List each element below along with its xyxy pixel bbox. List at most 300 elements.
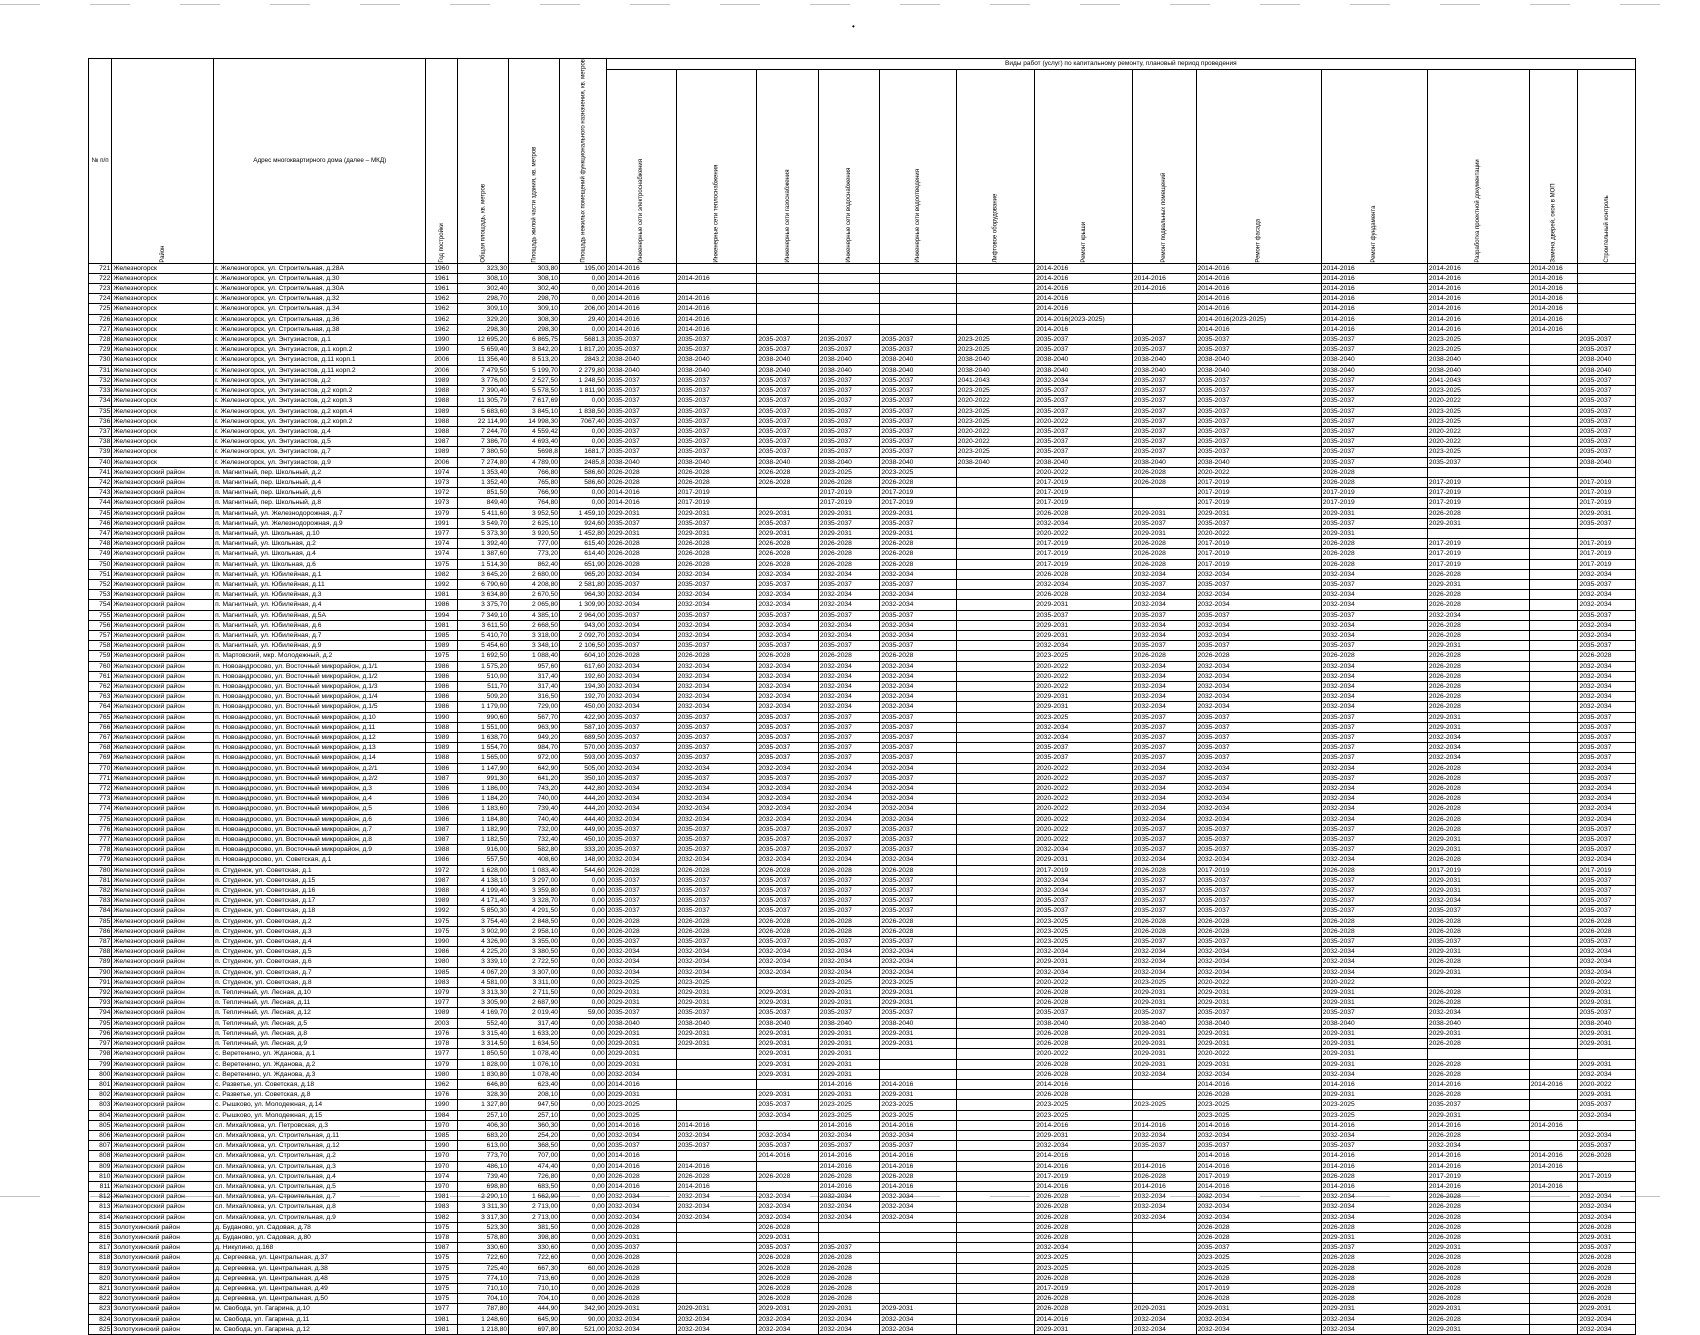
table-cell: п. Студенок, ул. Советская, д.15 xyxy=(214,875,426,885)
table-cell: 2014-2016 xyxy=(1427,1120,1529,1130)
table-cell: 754 xyxy=(89,600,112,610)
table-cell: г. Железногорск, ул. Строительная, д.32 xyxy=(214,294,426,304)
table-cell: 2032-2034 xyxy=(818,569,880,579)
table-cell: 1 182,50 xyxy=(458,835,509,845)
table-cell: 2032-2034 xyxy=(1578,681,1636,691)
table-cell: 2020-2022 xyxy=(956,426,1035,436)
table-cell: 1 182,90 xyxy=(458,824,509,834)
table-cell xyxy=(1529,508,1578,518)
table-cell: 2035-2037 xyxy=(1578,875,1636,885)
table-cell: 2026-2028 xyxy=(1321,1253,1427,1263)
table-cell xyxy=(1427,1049,1529,1059)
table-cell: 2029-2031 xyxy=(1427,722,1529,732)
table-cell xyxy=(757,273,819,283)
table-cell: 2032-2034 xyxy=(606,763,676,773)
table-cell xyxy=(1529,733,1578,743)
table-cell: 2026-2028 xyxy=(1035,590,1133,600)
table-cell: 2035-2037 xyxy=(757,824,819,834)
table-row xyxy=(89,926,1636,936)
table-cell: 2038-2040 xyxy=(757,365,819,375)
table-cell xyxy=(1578,284,1636,294)
table-cell: 2032-2034 xyxy=(757,763,819,773)
table-cell: 789 xyxy=(89,957,112,967)
table-cell: 2014-2016 xyxy=(1035,1161,1133,1171)
table-cell: 2026-2028 xyxy=(757,1253,819,1263)
table-cell: 2014-2016 xyxy=(1035,273,1133,283)
table-cell: 2026-2028 xyxy=(1196,1232,1321,1242)
table-cell: 2014-2016 xyxy=(1427,314,1529,324)
table-cell: Железногорский район xyxy=(112,1202,214,1212)
table-cell: Железногорский район xyxy=(112,528,214,538)
table-cell: 2023-2025 xyxy=(880,1110,956,1120)
table-cell: 771 xyxy=(89,773,112,783)
table-cell: 2026-2028 xyxy=(818,1273,880,1283)
table-cell: 2035-2037 xyxy=(1035,386,1133,396)
table-cell: 2035-2037 xyxy=(757,937,819,947)
table-cell xyxy=(1132,1243,1196,1253)
table-cell: 725,40 xyxy=(458,1263,509,1273)
table-cell: 0,00 xyxy=(560,488,607,498)
table-cell: 2035-2037 xyxy=(757,1141,819,1151)
table-cell: Железногорский район xyxy=(112,1059,214,1069)
header-work-type: Инженерные сети теплоснабжения xyxy=(676,70,757,264)
table-cell: 2035-2037 xyxy=(676,610,757,620)
table-cell: 2032-2034 xyxy=(1578,1324,1636,1334)
table-cell: 195,00 xyxy=(560,263,607,273)
table-row xyxy=(89,273,1636,283)
table-row xyxy=(89,1222,1636,1232)
table-cell: 2035-2037 xyxy=(818,386,880,396)
table-cell: 2035-2037 xyxy=(1035,1008,1133,1018)
table-cell: 770 xyxy=(89,763,112,773)
table-cell: Железногорский район xyxy=(112,896,214,906)
table-cell: 1985 xyxy=(426,630,458,640)
table-cell: 2014-2016 xyxy=(606,1161,676,1171)
table-cell: 2035-2037 xyxy=(880,518,956,528)
table-cell xyxy=(1529,1222,1578,1232)
table-cell: 2029-2031 xyxy=(1578,1028,1636,1038)
table-cell: 298,70 xyxy=(509,294,560,304)
table-cell: 2032-2034 xyxy=(1427,896,1529,906)
table-cell: 2029-2031 xyxy=(1427,967,1529,977)
table-cell: 3 920,50 xyxy=(509,528,560,538)
table-cell: 1986 xyxy=(426,661,458,671)
table-cell: 2014-2016 xyxy=(1427,263,1529,273)
table-cell xyxy=(956,835,1035,845)
table-cell: 2026-2028 xyxy=(1321,1294,1427,1304)
table-cell: 2023-2025 xyxy=(880,1100,956,1110)
table-cell: 2032-2034 xyxy=(1578,855,1636,865)
table-cell: 0,00 xyxy=(560,1059,607,1069)
table-row xyxy=(89,1039,1636,1049)
table-row xyxy=(89,886,1636,896)
table-cell: 2035-2037 xyxy=(606,753,676,763)
table-cell: Железногорский район xyxy=(112,539,214,549)
table-cell: 444,20 xyxy=(560,804,607,814)
table-cell: 2029-2031 xyxy=(606,1059,676,1069)
table-cell xyxy=(1529,365,1578,375)
table-cell xyxy=(1529,1304,1578,1314)
table-cell: 721 xyxy=(89,263,112,273)
table-cell: 2038-2040 xyxy=(1196,365,1321,375)
table-cell: 2038-2040 xyxy=(880,457,956,467)
table-cell: 2014-2016 xyxy=(1529,284,1578,294)
table-row xyxy=(89,1212,1636,1222)
table-cell xyxy=(956,1294,1035,1304)
table-cell: Железногорский район xyxy=(112,1212,214,1222)
table-cell: п. Магнитный, ул. Юбилейная, д.5А xyxy=(214,610,426,620)
table-cell: 2014-2016 xyxy=(1035,1181,1133,1191)
table-cell: 2023-2025 xyxy=(606,1100,676,1110)
table-cell: Железногорский район xyxy=(112,569,214,579)
table-cell: 2017-2019 xyxy=(1578,549,1636,559)
table-cell: 2 680,00 xyxy=(509,569,560,579)
table-cell: 2035-2037 xyxy=(1132,641,1196,651)
table-row xyxy=(89,1263,1636,1273)
table-cell: 817 xyxy=(89,1243,112,1253)
table-cell: 2035-2037 xyxy=(880,845,956,855)
table-cell: 725 xyxy=(89,304,112,314)
table-cell: 2035-2037 xyxy=(1196,722,1321,732)
table-cell: 2014-2016 xyxy=(1035,1079,1133,1089)
table-cell xyxy=(1427,977,1529,987)
table-cell: 6 865,75 xyxy=(509,335,560,345)
table-cell: 2026-2028 xyxy=(1427,926,1529,936)
table-cell: Золотухинский район xyxy=(112,1263,214,1273)
table-cell: 2029-2031 xyxy=(1578,1039,1636,1049)
table-cell: 2029-2031 xyxy=(1035,957,1133,967)
table-cell: 2035-2037 xyxy=(1035,447,1133,457)
table-cell: 2029-2031 xyxy=(757,1232,819,1242)
table-cell: Железногорский район xyxy=(112,620,214,630)
table-cell xyxy=(956,1018,1035,1028)
table-cell: 1988 xyxy=(426,845,458,855)
table-cell: 2035-2037 xyxy=(818,447,880,457)
table-cell: 0,00 xyxy=(560,1018,607,1028)
table-cell xyxy=(956,1049,1035,1059)
table-cell: 2026-2028 xyxy=(1321,539,1427,549)
table-cell: 2029-2031 xyxy=(818,998,880,1008)
table-cell: 740,00 xyxy=(509,794,560,804)
table-cell: Железногорский район xyxy=(112,467,214,477)
table-cell: 2035-2037 xyxy=(1321,875,1427,885)
table-cell: 775 xyxy=(89,814,112,824)
table-cell: 2035-2037 xyxy=(880,773,956,783)
table-cell: 2029-2031 xyxy=(1196,508,1321,518)
table-cell: 5 373,30 xyxy=(458,528,509,538)
table-cell: 2014-2016 xyxy=(1321,1181,1427,1191)
table-cell: 800 xyxy=(89,1069,112,1079)
table-row xyxy=(89,284,1636,294)
table-cell: 2029-2031 xyxy=(1196,1059,1321,1069)
table-cell xyxy=(880,1263,956,1273)
table-cell: 449,90 xyxy=(560,824,607,834)
table-cell: 745 xyxy=(89,508,112,518)
table-cell: 2014-2016 xyxy=(1529,1161,1578,1171)
table-cell: 2032-2034 xyxy=(818,671,880,681)
table-cell: Железногорский район xyxy=(112,722,214,732)
table-cell: 2035-2037 xyxy=(818,579,880,589)
table-cell xyxy=(1529,671,1578,681)
table-cell: 2026-2028 xyxy=(880,651,956,661)
table-cell: 2026-2028 xyxy=(1427,957,1529,967)
table-cell: 1989 xyxy=(426,375,458,385)
table-cell: 22 114,90 xyxy=(458,416,509,426)
table-cell: 2014-2016(2023-2025) xyxy=(1035,314,1133,324)
table-cell xyxy=(818,273,880,283)
table-cell: 2029-2031 xyxy=(880,998,956,1008)
table-cell: 2029-2031 xyxy=(1196,988,1321,998)
table-cell: 0,00 xyxy=(560,1273,607,1283)
table-cell: 2026-2028 xyxy=(1427,804,1529,814)
table-cell: Железногорск xyxy=(112,375,214,385)
table-cell: 2035-2037 xyxy=(818,375,880,385)
table-cell: 0,00 xyxy=(560,1212,607,1222)
table-cell: 2035-2037 xyxy=(606,937,676,947)
table-cell: 2035-2037 xyxy=(1321,641,1427,651)
table-cell: 2026-2028 xyxy=(818,539,880,549)
table-cell: 801 xyxy=(89,1079,112,1089)
table-cell xyxy=(1529,569,1578,579)
table-cell xyxy=(956,681,1035,691)
table-cell: 2035-2037 xyxy=(606,1243,676,1253)
table-cell: 2029-2031 xyxy=(1321,1039,1427,1049)
table-row xyxy=(89,579,1636,589)
table-cell: 2029-2031 xyxy=(676,528,757,538)
table-cell: 2035-2037 xyxy=(757,835,819,845)
table-cell: 2014-2016 xyxy=(1427,294,1529,304)
table-cell: 2035-2037 xyxy=(606,906,676,916)
table-cell: 2029-2031 xyxy=(757,1039,819,1049)
table-cell xyxy=(956,263,1035,273)
table-cell xyxy=(956,273,1035,283)
table-cell: 730 xyxy=(89,355,112,365)
table-cell: п. Новоандросово, ул. Восточный микрорайон, д.1/5 xyxy=(214,702,426,712)
table-cell: 2026-2028 xyxy=(676,467,757,477)
table-cell: 2026-2028 xyxy=(1035,1039,1133,1049)
table-cell: 2017-2019 xyxy=(1035,1171,1133,1181)
table-cell: 2032-2034 xyxy=(1196,600,1321,610)
table-cell: 777 xyxy=(89,835,112,845)
table-cell: 2020-2022 xyxy=(1035,416,1133,426)
table-cell: 5 411,60 xyxy=(458,508,509,518)
table-cell: 2014-2016 xyxy=(1427,273,1529,283)
table-cell: 2035-2037 xyxy=(1196,375,1321,385)
table-row xyxy=(89,1243,1636,1253)
table-cell: 2017-2019 xyxy=(1578,477,1636,487)
table-cell xyxy=(1529,722,1578,732)
table-row xyxy=(89,263,1636,273)
table-cell: 2026-2028 xyxy=(676,651,757,661)
table-cell: с. Разветье, ул. Советская, д.18 xyxy=(214,1079,426,1089)
table-cell: 2029-2031 xyxy=(818,1039,880,1049)
table-cell: 2029-2031 xyxy=(1321,1232,1427,1242)
table-cell: 2038-2040 xyxy=(818,1018,880,1028)
table-cell: 2035-2037 xyxy=(1132,518,1196,528)
table-cell: 1 811,90 xyxy=(560,386,607,396)
header-work-type: Ремонт фундамента xyxy=(1321,70,1427,264)
table-cell: 788 xyxy=(89,947,112,957)
table-row xyxy=(89,335,1636,345)
table-cell: 2035-2037 xyxy=(818,824,880,834)
table-cell: 2026-2028 xyxy=(1035,1192,1133,1202)
table-cell: 422,90 xyxy=(560,712,607,722)
table-cell: 3 339,10 xyxy=(458,957,509,967)
table-cell: 2 711,50 xyxy=(509,988,560,998)
table-cell xyxy=(1529,1314,1578,1324)
table-cell: Железногорск xyxy=(112,355,214,365)
table-cell: г. Железногорск, ул. Энтузиастов, д.2 корп.3 xyxy=(214,396,426,406)
table-cell: 0,00 xyxy=(560,906,607,916)
table-cell: 2014-2016 xyxy=(818,1151,880,1161)
table-cell: 2035-2037 xyxy=(1196,712,1321,722)
table-cell: 825 xyxy=(89,1324,112,1334)
table-cell: 2014-2016 xyxy=(676,294,757,304)
table-cell: 2032-2034 xyxy=(818,630,880,640)
table-cell: 2032-2034 xyxy=(1196,661,1321,671)
table-cell xyxy=(956,794,1035,804)
table-cell: 2032-2034 xyxy=(880,784,956,794)
table-cell: 309,10 xyxy=(458,304,509,314)
table-cell xyxy=(956,1324,1035,1334)
table-cell: 333,20 xyxy=(560,845,607,855)
table-cell: 2035-2037 xyxy=(1321,1008,1427,1018)
table-cell: 1986 xyxy=(426,671,458,681)
table-cell: 2020-2022 xyxy=(1578,977,1636,987)
table-cell: 2032-2034 xyxy=(757,1130,819,1140)
table-cell: 2032-2034 xyxy=(1196,1130,1321,1140)
table-cell: 2026-2028 xyxy=(818,926,880,936)
header-area-total: Общая площадь, кв. метров xyxy=(458,59,509,264)
table-cell: 2035-2037 xyxy=(880,937,956,947)
table-cell: 2032-2034 xyxy=(1578,702,1636,712)
table-cell: 2032-2034 xyxy=(1035,947,1133,957)
table-cell xyxy=(956,1090,1035,1100)
table-cell: 360,30 xyxy=(509,1120,560,1130)
table-cell: 2035-2037 xyxy=(1578,937,1636,947)
table-cell: 2026-2028 xyxy=(1427,1069,1529,1079)
table-cell: 2035-2037 xyxy=(1321,886,1427,896)
table-cell: 2035-2037 xyxy=(676,406,757,416)
table-cell: 2035-2037 xyxy=(1321,743,1427,753)
header-area-nonres: Площадь нежилых помещений функционального назначения, кв. метров xyxy=(560,59,607,264)
table-cell: 2035-2037 xyxy=(1578,396,1636,406)
table-cell: 2032-2034 xyxy=(1321,600,1427,610)
table-cell: 2014-2016 xyxy=(676,314,757,324)
table-cell: 2029-2031 xyxy=(757,988,819,998)
table-cell: 2038-2040 xyxy=(1427,355,1529,365)
table-cell xyxy=(757,1079,819,1089)
table-cell: 683,20 xyxy=(458,1130,509,1140)
table-cell: м. Свобода, ул. Гагарина, д.10 xyxy=(214,1304,426,1314)
table-cell: 2035-2037 xyxy=(1196,437,1321,447)
table-cell: 2035-2037 xyxy=(757,896,819,906)
table-cell: 2038-2040 xyxy=(818,365,880,375)
table-cell xyxy=(1529,753,1578,763)
table-cell: 741 xyxy=(89,467,112,477)
table-cell: 2038-2040 xyxy=(880,1018,956,1028)
table-cell: 316,50 xyxy=(509,692,560,702)
table-cell: 2032-2034 xyxy=(1578,763,1636,773)
table-cell: 2026-2028 xyxy=(1427,916,1529,926)
table-cell: 2029-2031 xyxy=(1578,1304,1636,1314)
table-cell: 2035-2037 xyxy=(818,875,880,885)
table-row xyxy=(89,1069,1636,1079)
table-cell: 783 xyxy=(89,896,112,906)
table-cell: 2038-2040 xyxy=(606,355,676,365)
header-work-type: Лифтовое оборудование xyxy=(956,70,1035,264)
table-cell: 2026-2028 xyxy=(1578,1151,1636,1161)
table-cell: 0,00 xyxy=(560,1079,607,1089)
table-cell: 2014-2016 xyxy=(1132,284,1196,294)
table-cell: 2032-2034 xyxy=(1321,630,1427,640)
table-cell xyxy=(1529,539,1578,549)
table-cell: 2035-2037 xyxy=(1132,886,1196,896)
table-cell: г. Железногорск, ул. Энтузиастов, д.2 корп.2 xyxy=(214,386,426,396)
table-cell: 2032-2034 xyxy=(1035,886,1133,896)
table-cell: г. Железногорск, ул. Энтузиастов, д.2 xyxy=(214,375,426,385)
table-cell: 2035-2037 xyxy=(1578,722,1636,732)
table-cell: 2014-2016 xyxy=(676,1181,757,1191)
table-cell: 2026-2028 xyxy=(757,1283,819,1293)
table-cell: 2 527,50 xyxy=(509,375,560,385)
table-cell: п. Студенок, ул. Советская, д.7 xyxy=(214,967,426,977)
table-cell: 2029-2031 xyxy=(1132,1059,1196,1069)
table-cell: 2038-2040 xyxy=(606,1018,676,1028)
table-cell: 7 386,70 xyxy=(458,437,509,447)
table-cell: 2026-2028 xyxy=(1427,620,1529,630)
table-cell: 2035-2037 xyxy=(1035,610,1133,620)
table-row xyxy=(89,824,1636,834)
table-cell: 1970 xyxy=(426,1161,458,1171)
table-cell: 2032-2034 xyxy=(1196,1314,1321,1324)
table-cell: 2035-2037 xyxy=(1321,733,1427,743)
table-cell: п. Магнитный, ул. Железнодорожная, д.9 xyxy=(214,518,426,528)
table-row xyxy=(89,835,1636,845)
table-cell: 2032-2034 xyxy=(1132,569,1196,579)
table-cell: 2029-2031 xyxy=(1427,1028,1529,1038)
table-cell: 2014-2016 xyxy=(1427,1151,1529,1161)
table-cell: 2014-2016 xyxy=(676,1120,757,1130)
table-cell: 2026-2028 xyxy=(1427,1294,1529,1304)
table-cell: 2026-2028 xyxy=(1427,1192,1529,1202)
table-cell: 2014-2016 xyxy=(1132,1161,1196,1171)
table-cell: 2035-2037 xyxy=(818,937,880,947)
table-cell: 1989 xyxy=(426,641,458,651)
table-cell: 773,20 xyxy=(509,549,560,559)
table-cell: 2029-2031 xyxy=(1578,508,1636,518)
table-cell: 2020-2022 xyxy=(1035,763,1133,773)
table-cell: 2026-2028 xyxy=(1321,865,1427,875)
table-cell: 2035-2037 xyxy=(1196,773,1321,783)
table-cell xyxy=(757,284,819,294)
table-cell: 2 713,00 xyxy=(509,1202,560,1212)
table-cell: 2026-2028 xyxy=(1035,1304,1133,1314)
table-cell: 2032-2034 xyxy=(676,671,757,681)
table-cell: 4 138,10 xyxy=(458,875,509,885)
table-cell: 2032-2034 xyxy=(1321,569,1427,579)
table-cell: 1978 xyxy=(426,1232,458,1242)
table-cell: Железногорский район xyxy=(112,794,214,804)
table-cell: Железногорский район xyxy=(112,610,214,620)
table-cell: 329,20 xyxy=(458,314,509,324)
table-cell: 2029-2031 xyxy=(606,528,676,538)
table-cell: 2035-2037 xyxy=(1321,396,1427,406)
table-cell: 2026-2028 xyxy=(606,559,676,569)
table-row xyxy=(89,1151,1636,1161)
table-cell: 2032-2034 xyxy=(1196,1212,1321,1222)
table-cell: 2035-2037 xyxy=(1578,335,1636,345)
